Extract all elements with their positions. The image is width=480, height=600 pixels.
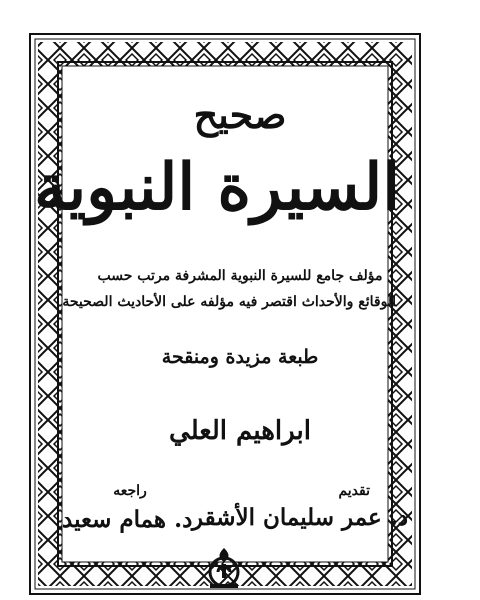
review-person-name: د. همام سعيد [62, 506, 193, 533]
description-line-1: مؤلف جامع للسيرة النبوية المشرفة مرتب حسب [97, 268, 383, 284]
intro-label: تقديم [338, 483, 370, 499]
description-line-2: الوقائع والأحداث اقتصر فيه مؤلفه على الأحاديث الصحيحة [62, 294, 396, 310]
intro-person-name: د. عمر سليمان الأشقر [191, 504, 408, 531]
edition-note: طبعة مزيدة ومنقحة [161, 346, 319, 368]
publisher-logo-icon [204, 546, 244, 590]
review-label: راجعه [113, 483, 147, 499]
author-name: ابراهيم العلي [169, 416, 311, 446]
title-top: صحيح [193, 92, 287, 137]
title-main: السيرة النبوية [34, 150, 400, 225]
